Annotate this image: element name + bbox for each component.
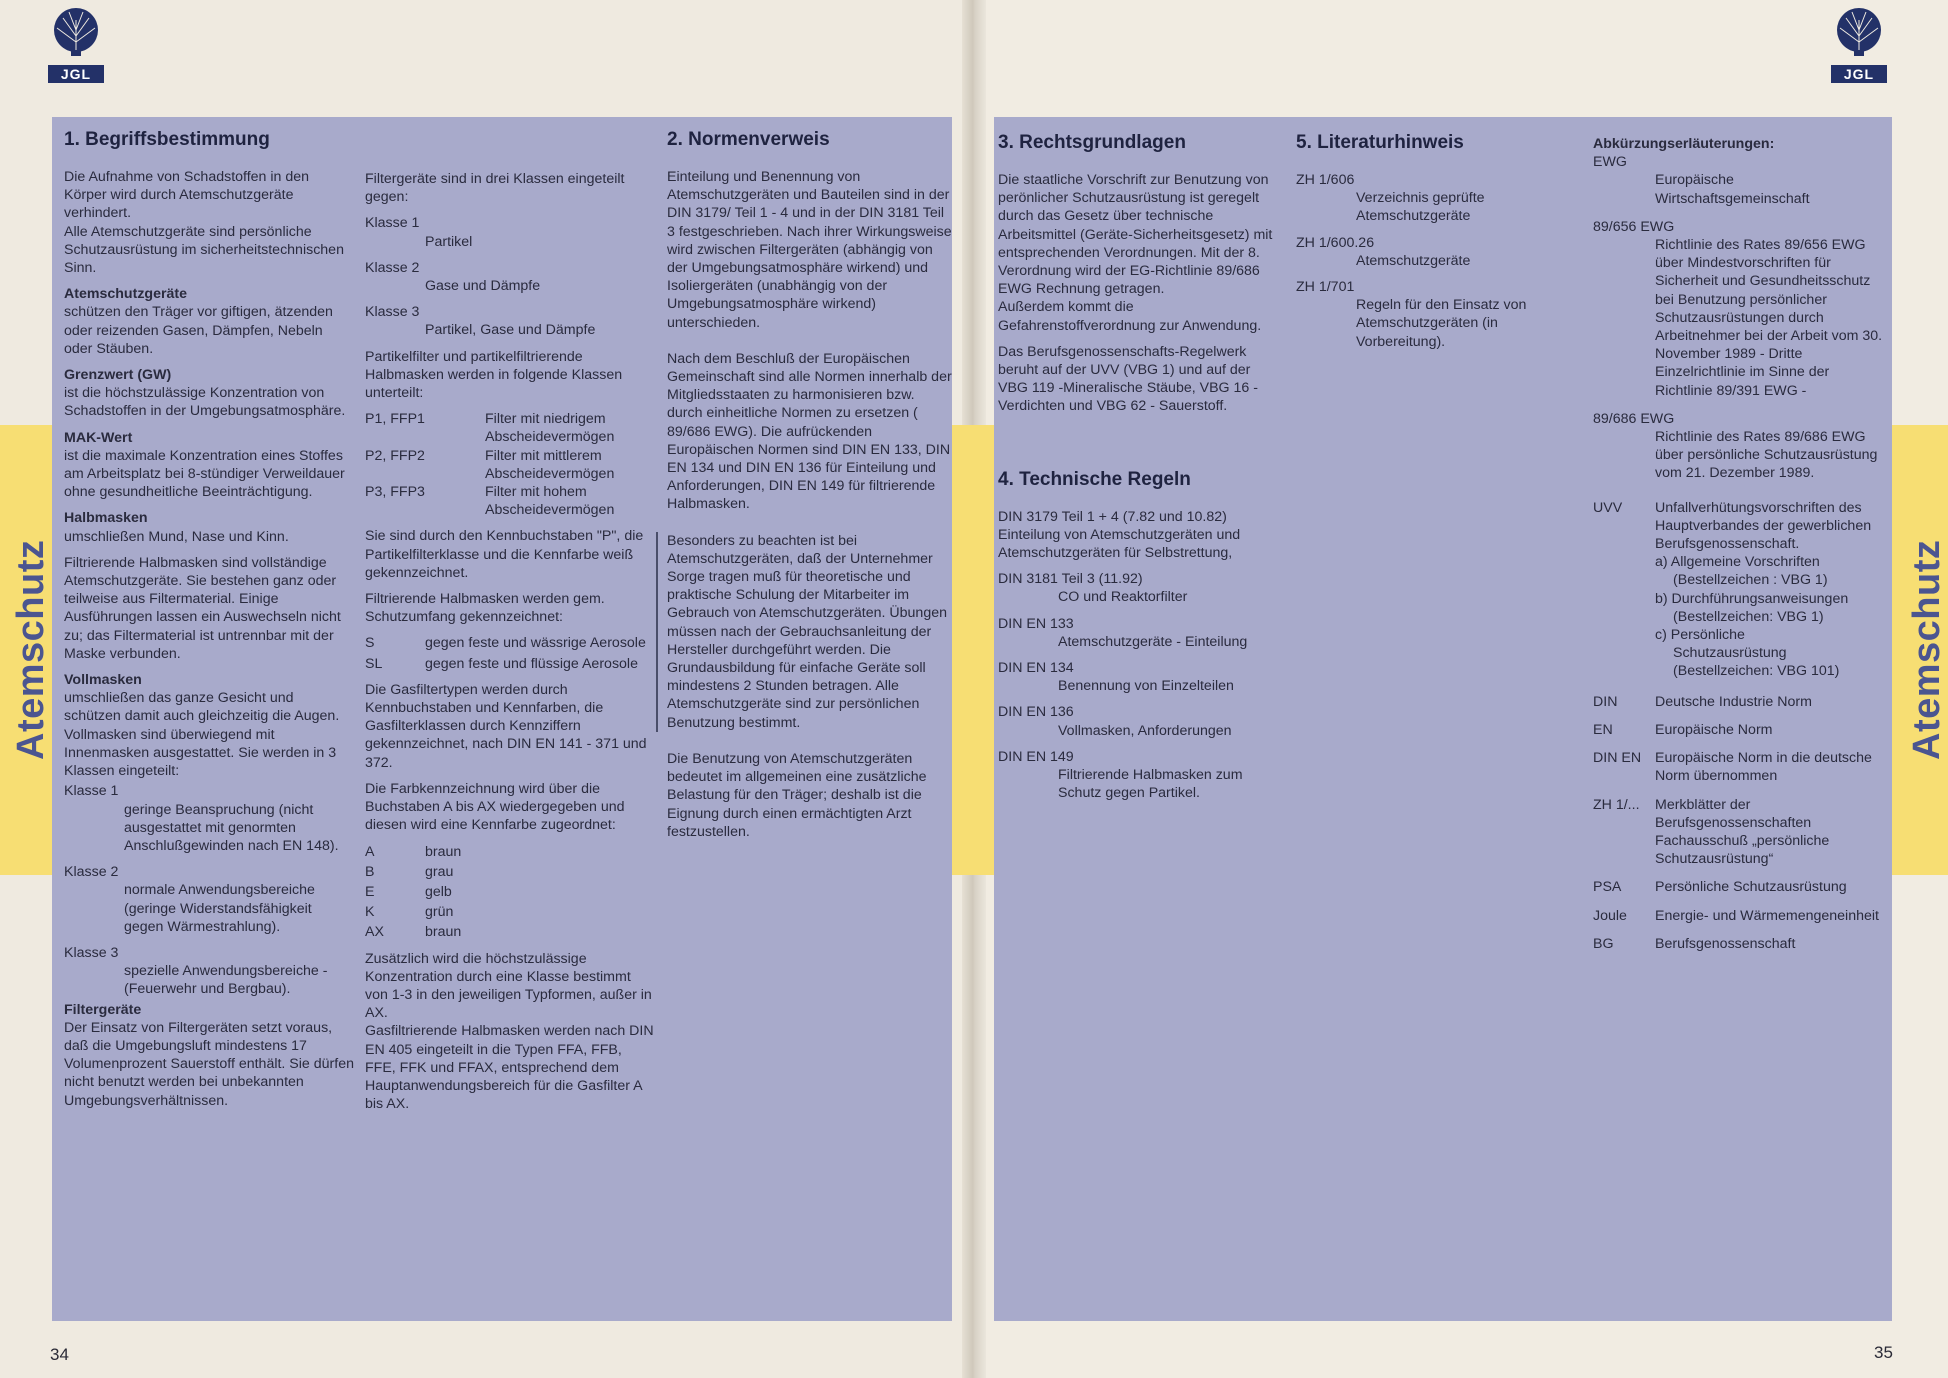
paragraph: Die Benutzung von Atemschutzgeräten bedeutet im allgemeinen eine zusätzliche Belastung für den Träger; deshalb ist die Eignung durch einen ermächtigten Arzt festzustellen. — [667, 750, 927, 840]
paragraph: Die Gasfiltertypen werden durch Kennbuchstaben und Kennfarben, die Gasfilterklassen durch Kennziffern gekennzeichnet, nach DIN EN 141 - 371 und 372. — [365, 681, 647, 771]
rule-item: DIN EN 149 Filtrierende Halbmasken zum Schutz gegen Partikel. — [998, 748, 1243, 802]
rule-item: DIN EN 136 Vollmasken, Anforderungen — [998, 704, 1232, 739]
paragraph: Die Aufnahme von Schadstoffen in den Körper wird durch Atemschutzgeräte verhindert. Alle Atemschutzgeräte sind persönliche Schutzausrüstung im sicherheitstechnischen Sinn. — [64, 169, 344, 277]
definition: Atemschutzgeräte schützen den Träger vor giftigen, ätzenden oder reizenden Gasen, Dämpfen, Nebeln oder Stäuben. — [64, 286, 333, 357]
abbrev-row: PSA Persönliche Schutzausrüstung — [1593, 879, 1847, 896]
color-row: E gelb — [365, 883, 452, 900]
paragraph: DIN 3179 Teil 1 + 4 (7.82 und 10.82) Einteilung von Atemschutzgeräten und Atemschutzgeräten für Selbstrettung, — [998, 508, 1241, 562]
literature-item: ZH 1/600.26 Atemschutzgeräte — [1296, 234, 1471, 269]
literature-item: ZH 1/606 Verzeichnis geprüfte Atemschutzgeräte — [1296, 172, 1485, 225]
paragraph: Filtrierende Halbmasken werden gem. Schutzumfang gekennzeichnet: — [365, 591, 605, 626]
tree-icon — [45, 6, 107, 58]
logo-text: JGL — [48, 65, 104, 83]
definition: Grenzwert (GW) ist die höchstzulässige Konzentration von Schadstoffen in der Umgebungsatmosphäre. — [64, 367, 346, 420]
abbrev-block: EWG Europäische Wirtschaftsgemeinschaft — [1593, 154, 1810, 207]
paragraph: Sie sind durch den Kennbuchstaben "P", die Partikelfilterklasse und die Kennfarbe weiß gekennzeichnet. — [365, 528, 644, 581]
definition: Vollmasken umschließen das ganze Gesicht und schützen damit auch gleichzeitig die Augen. Vollmasken sind überwiegend mit Innenmasken ausgestattet. Sie werden in 3 Klassen eingeteilt: — [64, 672, 340, 780]
paragraph: Partikelfilter und partikelfiltrierende Halbmasken werden in folgende Klassen unterteilt: — [365, 348, 623, 402]
column-begriffsbestimmung — [64, 128, 354, 1118]
page-number-left: 34 — [50, 1345, 69, 1364]
section-heading: 1. Begriffsbestimmung — [64, 129, 270, 150]
abbrev-heading: Abkürzungserläuterungen: — [1593, 136, 1775, 152]
column-normenverweis — [667, 128, 952, 849]
column-filterklassen — [365, 170, 655, 1113]
abbrev-row-uvv: UVV Unfallverhütungsvorschriften des Hauptverbandes der gewerblichen Berufsgenossenschaft. a) Allgemeine Vorschriften (Bestellzeichen : VBG 1) b) Durchführungsanweisungen (Bestellzeichen: VBG 1) c) Persönliche Schutzausrüstung (Bestellzeichen: VBG 101) — [1593, 499, 1872, 680]
filter-class-row: P2, FFP2 Filter mit mittlerem Abscheidevermögen — [365, 447, 615, 482]
filter-class-row: P3, FFP3 Filter mit hohem Abscheidevermögen — [365, 484, 615, 519]
class-item: Klasse 2 normale Anwendungsbereiche (geringe Widerstandsfähigkeit gegen Wärmestrahlung). — [64, 864, 315, 935]
protection-row: SL gegen feste und flüssige Aerosole — [365, 655, 638, 672]
paragraph: Filtrierende Halbmasken sind vollständige Atemschutzgeräte. Sie bestehen ganz oder teilweise aus Filtermaterial. Einige Ausführungen lassen ein Auswechseln nicht zu; das Filtermaterial ist untrennbar mit der Maske verbunden. — [64, 554, 341, 662]
filter-class-row: P1, FFP1 Filter mit niedrigem Abscheidevermögen — [365, 411, 615, 446]
column-literaturhinweis — [1296, 131, 1566, 359]
jgl-logo-right — [1828, 6, 1890, 84]
abbrev-row: BG Berufsgenossenschaft — [1593, 935, 1796, 952]
yellow-band-center — [950, 425, 994, 875]
class-item: Klasse 3 Partikel, Gase und Dämpfe — [365, 304, 596, 339]
color-row: B grau — [365, 863, 454, 880]
definition: MAK-Wert ist die maximale Konzentration eines Stoffes am Arbeitsplatz bei 8-stündiger Verweildauer ohne gesundheitliche Beeinträchtigung. — [64, 429, 345, 501]
abbrev-row: EN Europäische Norm — [1593, 721, 1773, 738]
definition: Filtergeräte Der Einsatz von Filtergeräten setzt voraus, daß die Umgebungsluft mindestens 17 Volumenprozent Sauerstoff enthält. Sie dürfen nicht benutzt werden bei unbekannten Umgebungsverhältnissen. — [64, 1001, 354, 1109]
side-label-right: Atemschutz — [1906, 539, 1948, 760]
highlighted-paragraph: Besonders zu beachten ist bei Atemschutzgeräten, daß der Unternehmer Sorge tragen muß für theoretische und praktische Schulung der Mitarbeiter im Gebrauch von Atemschutzgeräten. Übungen müssen nach der Gebrauchsanleitung der Hersteller durchgeführt werden. Die Grundausbildung für einfache Geräte soll mindestens 2 Stunden betragen. Alle Atemschutzgeräte sind zur persönlichen Benutzung bestimmt. — [656, 532, 952, 732]
abbrev-row: ZH 1/... Merkblätter der Berufsgenossenschaften Fachausschuß „persönliche Schutzausrüstung“ — [1593, 796, 1830, 868]
paragraph: Filtergeräte sind in drei Klassen eingeteilt gegen: — [365, 171, 625, 206]
protection-row: S gegen feste und wässrige Aerosole — [365, 635, 646, 652]
paragraph: Einteilung und Benennung von Atemschutzgeräten und Bauteilen sind in der DIN 3179/ Teil 1 - 4 und in der DIN 3181 Teil 3 festgeschrieben. Nach ihrer Wirkungsweise wird zwischen Filtergeräten (abhängig von der Umgebungsatmosphäre wirkend) und Isoliergeräten (unabhängig von der Umgebungsatmosphäre wirkend) unterschieden. — [667, 169, 952, 331]
paragraph: Nach dem Beschluß der Europäischen Gemeinschaft sind alle Normen innerhalb der Mitgliedsstaaten zu harmonisieren bzw. durch einheitliche Normen zu ersetzen ( 89/686 EWG). Die aufrückenden Europäischen Normen sind DIN EN 133, DIN EN 134 und DIN EN 136 für Einteilung und Anforderungen, DIN EN 149 für filtrierende Halbmasken. — [667, 350, 952, 513]
abbrev-row: DIN EN Europäische Norm in die deutsche Norm übernommen — [1593, 750, 1872, 785]
class-item: Klasse 3 spezielle Anwendungsbereiche - (Feuerwehr und Bergbau). — [64, 944, 328, 998]
rule-item: DIN EN 134 Benennung von Einzelteilen — [998, 660, 1234, 695]
paragraph: Die Farbkennzeichnung wird über die Buchstaben A bis AX wiedergegeben und diesen wird eine Kennfarbe zugeordnet: — [365, 780, 625, 834]
class-item: Klasse 1 Partikel — [365, 215, 473, 250]
abbrev-block: 89/686 EWG Richtlinie des Rates 89/686 EWG über persönliche Schutzausrüstung vom 21. Dezember 1989. — [1593, 410, 1878, 482]
rule-item: DIN EN 133 Atemschutzgeräte - Einteilung — [998, 615, 1248, 650]
column-abkuerzungen — [1593, 135, 1883, 963]
column-rechtsgrundlagen — [998, 131, 1280, 810]
literature-item: ZH 1/701 Regeln für den Einsatz von Atemschutzgeräten (in Vorbereitung). — [1296, 279, 1527, 350]
section-heading: 4. Technische Regeln — [998, 468, 1191, 490]
page-number-right: 35 — [1874, 1343, 1893, 1362]
rule-item: DIN 3181 Teil 3 (11.92) CO und Reaktorfilter — [998, 571, 1188, 606]
section-heading: 2. Normenverweis — [667, 129, 830, 150]
paragraph: Zusätzlich wird die höchstzulässige Konzentration durch eine Klasse bestimmt von 1-3 in den jeweiligen Typformen, außer in AX. Gasfiltrierende Halbmasken werden nach DIN EN 405 eingeteilt in die Typen FFA, FFB, FFE, FFK und FFAX, entsprechend dem Hauptanwendungsbereich für die Gasfilter A bis AX. — [365, 950, 654, 1113]
tree-icon — [1828, 6, 1890, 58]
color-row: A braun — [365, 843, 462, 860]
color-row: AX braun — [365, 924, 462, 941]
jgl-logo-left — [45, 6, 107, 84]
color-row: K grün — [365, 904, 454, 921]
class-item: Klasse 2 Gase und Dämpfe — [365, 259, 541, 295]
logo-text: JGL — [1831, 65, 1887, 83]
class-item: Klasse 1 geringe Beanspruchung (nicht ausgestattet mit genormten Anschlußgewinden nach EN 148). — [64, 783, 339, 854]
definition: Halbmasken umschließen Mund, Nase und Kinn. — [64, 510, 289, 545]
section-heading: 3. Rechtsgrundlagen — [998, 132, 1186, 153]
abbrev-block: 89/656 EWG Richtlinie des Rates 89/656 EWG über Mindestvorschriften für Sicherheit und Gesundheitsschutz bei Benutzung persönlicher Schutzausrüstungen durch Arbeitnehmer bei der Arbeit vom 30. November 1989 - Dritte Einzelrichtlinie im Sinne der Richtlinie 89/391 EWG - — [1593, 218, 1883, 399]
abbrev-row: Joule Energie- und Wärmemengeneinheit — [1593, 907, 1879, 924]
side-label-left: Atemschutz — [10, 539, 52, 760]
paragraph: Die staatliche Vorschrift zur Benutzung von perönlicher Schutzausrüstung ist geregelt durch das Gesetz über technische Arbeitsmittel (Geräte-Sicherheitsgesetz) mit entsprechenden Verordnungen. Mit der 8. Verordnung wird der EG-Richtlinie 89/686 EWG Rechnung getragen. Außerdem kommt die Gefahrenstoffverordnung zur Anwendung. — [998, 172, 1273, 334]
paragraph: Das Berufsgenossenschafts-Regelwerk beruht auf der UVV (VBG 1) und auf der VBG 119 -Mineralische Stäube, VBG 16 - Verdichten und VBG 62 - Sauerstoff. — [998, 343, 1258, 415]
abbrev-row: DIN Deutsche Industrie Norm — [1593, 693, 1812, 710]
section-heading: 5. Literaturhinweis — [1296, 132, 1464, 153]
